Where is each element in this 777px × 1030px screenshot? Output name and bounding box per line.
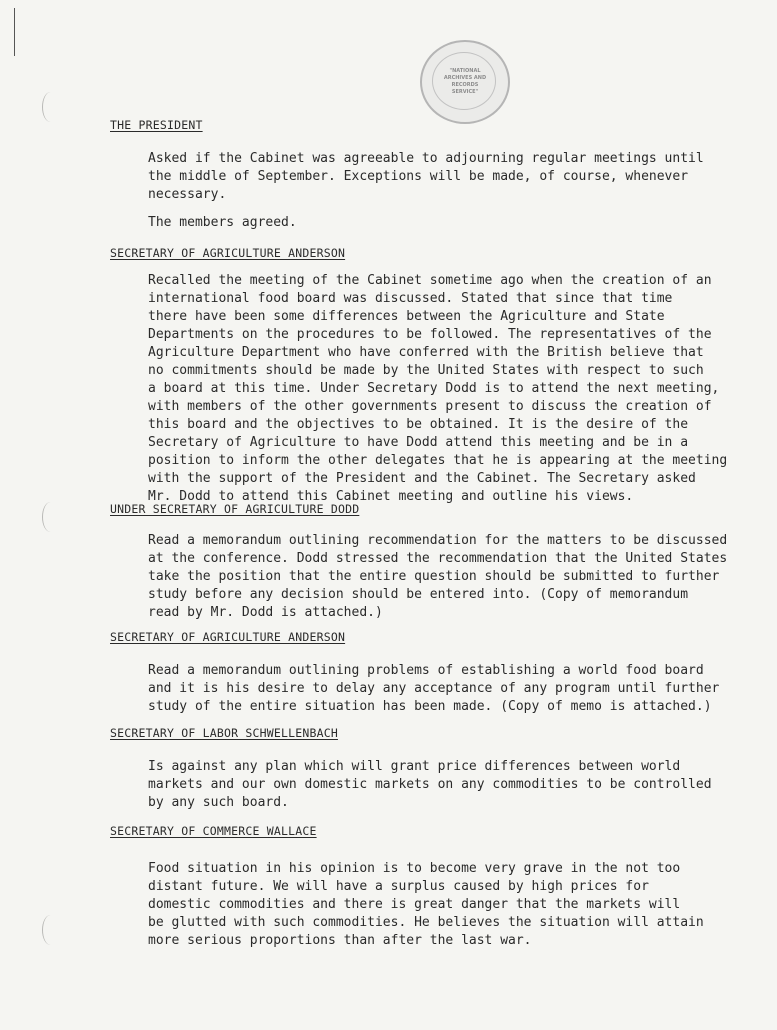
paragraph — [148, 272, 768, 506]
text-line: Is against any plan which will grant price differences between world — [148, 759, 681, 774]
archive-stamp — [420, 40, 510, 124]
text-line: Read a memorandum outlining problems of establishing a world food board — [148, 663, 704, 678]
text-line: be glutted with such commodities. He believes the situation will attain — [148, 915, 704, 930]
text-line: take the position that the entire question should be submitted to further — [148, 569, 720, 584]
text-line: by any such board. — [148, 795, 289, 810]
text-line: Recalled the meeting of the Cabinet sometime ago when the creation of an — [148, 273, 712, 288]
text-line: The members agreed. — [148, 215, 297, 230]
paragraph — [148, 214, 768, 232]
text-line: Asked if the Cabinet was agreeable to adjourning regular meetings until — [148, 151, 704, 166]
text-line: the middle of September. Exceptions will be made, of course, whenever — [148, 169, 689, 184]
stamp-line: "NATIONAL — [449, 68, 481, 74]
text-line: this board and the objectives to be obtained. It is the desire of the — [148, 417, 689, 432]
text-line: with members of the other governments present to discuss the creation of — [148, 399, 712, 414]
stamp-line: SERVICE" — [451, 89, 479, 95]
text-line: Secretary of Agriculture to have Dodd attend this meeting and be in a — [148, 435, 689, 450]
text-line: necessary. — [148, 187, 227, 202]
text-line: no commitments should be made by the United States with respect to such — [148, 363, 704, 378]
text-line: Agriculture Department who have conferred with the British believe that — [148, 345, 704, 360]
paragraph — [148, 860, 768, 950]
page-edge-mark — [14, 8, 15, 56]
text-line: Mr. Dodd to attend this Cabinet meeting and outline his views. — [148, 489, 634, 504]
text-line: with the support of the President and the Cabinet. The Secretary asked — [148, 471, 696, 486]
paragraph — [148, 758, 768, 812]
text-line: Food situation in his opinion is to become very grave in the not too — [148, 861, 681, 876]
archive-stamp-text — [422, 68, 508, 96]
text-line: distant future. We will have a surplus caused by high prices for — [148, 879, 649, 894]
text-line: position to inform the other delegates that he is appearing at the meeting — [148, 453, 728, 468]
text-line: Departments on the procedures to be followed. The representatives of the — [148, 327, 712, 342]
paragraph — [148, 150, 768, 204]
section-heading: SECRETARY OF AGRICULTURE ANDERSON — [110, 246, 346, 260]
text-line: read by Mr. Dodd is attached.) — [148, 605, 383, 620]
stamp-line: RECORDS — [451, 82, 479, 88]
text-line: there have been some differences between the Agriculture and State — [148, 309, 665, 324]
text-line: more serious proportions than after the last war. — [148, 933, 532, 948]
punch-hole-mark — [42, 915, 59, 945]
section-heading: SECRETARY OF LABOR SCHWELLENBACH — [110, 726, 338, 740]
section-heading: SECRETARY OF COMMERCE WALLACE — [110, 824, 317, 838]
text-line: Read a memorandum outlining recommendation for the matters to be discussed — [148, 533, 728, 548]
section-heading: THE PRESIDENT — [110, 118, 203, 132]
text-line: and it is his desire to delay any acceptance of any program until further — [148, 681, 720, 696]
text-line: study of the entire situation has been made. (Copy of memo is attached.) — [148, 699, 712, 714]
section-heading: SECRETARY OF AGRICULTURE ANDERSON — [110, 630, 346, 644]
paragraph — [148, 532, 768, 622]
text-line: domestic commodities and there is great danger that the markets will — [148, 897, 681, 912]
text-line: study before any decision should be entered into. (Copy of memorandum — [148, 587, 689, 602]
section-heading: UNDER SECRETARY OF AGRICULTURE DODD — [110, 502, 360, 516]
text-line: a board at this time. Under Secretary Dodd is to attend the next meeting, — [148, 381, 720, 396]
text-line: international food board was discussed. Stated that since that time — [148, 291, 673, 306]
punch-hole-mark — [42, 502, 59, 532]
stamp-line: ARCHIVES AND — [443, 75, 487, 81]
text-line: at the conference. Dodd stressed the recommendation that the United States — [148, 551, 728, 566]
text-line: markets and our own domestic markets on any commodities to be controlled — [148, 777, 712, 792]
paragraph — [148, 662, 768, 716]
punch-hole-mark — [42, 92, 59, 122]
